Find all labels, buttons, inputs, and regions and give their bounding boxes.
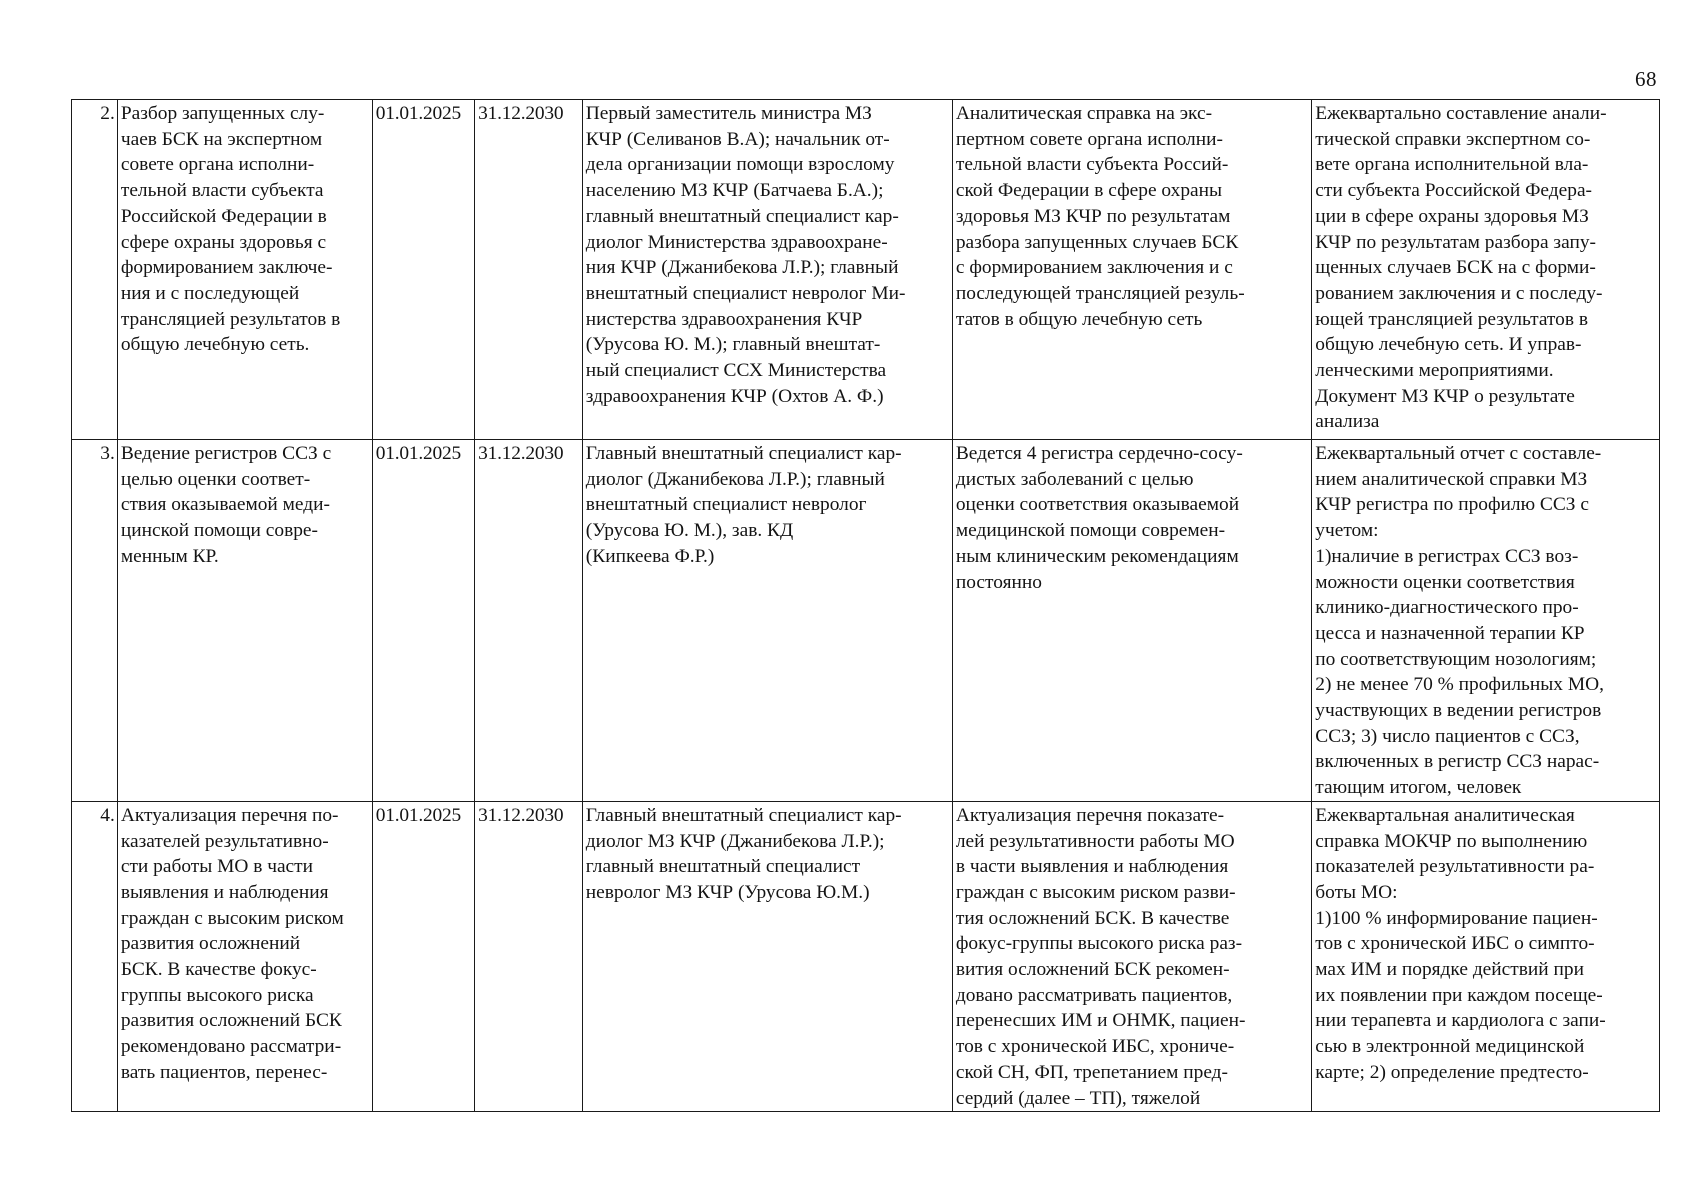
text-line: целью оценки соответ- xyxy=(120,468,311,490)
text-line: граждан с высоким риском разви- xyxy=(955,881,1236,903)
text-line: по соответствующим нозологиям; xyxy=(1315,648,1597,670)
text-line: тельной власти субъекта Россий- xyxy=(955,154,1229,176)
text-line: диолог Министерства здравоохране- xyxy=(585,231,888,253)
text-line: учетом: xyxy=(1315,520,1379,542)
text-line: БСК. В качестве фокус- xyxy=(120,959,317,981)
text-line: включенных в регистр ССЗ нарас- xyxy=(1315,751,1600,773)
text-line: 1)100 % информирование пациен- xyxy=(1315,907,1598,929)
text-line: карте; 2) определение предтесто- xyxy=(1315,1061,1589,1083)
text-line: постоянно xyxy=(955,571,1042,593)
text-line: Документ МЗ КЧР о результате xyxy=(1315,385,1575,407)
text-line: тов с хронической ИБС, хрониче- xyxy=(955,1036,1235,1058)
text-line: Первый заместитель министра МЗ xyxy=(585,103,872,124)
table-row xyxy=(72,801,1660,1111)
text-line: Главный внештатный специалист кар- xyxy=(585,443,902,464)
text-line: населению МЗ КЧР (Батчаева Б.А.); xyxy=(585,180,884,202)
text-line: щенных случаев БСК на с форми- xyxy=(1315,257,1596,279)
text-line: анализа xyxy=(1315,411,1380,433)
text-line: рекомендовано рассматри- xyxy=(120,1036,342,1058)
text-line: формированием заключе- xyxy=(120,257,333,279)
text-line: клинико-диагностического про- xyxy=(1315,597,1579,619)
text-line: цинской помощи совре- xyxy=(120,520,318,542)
text-line: фокус-группы высокого риска раз- xyxy=(955,933,1243,955)
text-line: ющей трансляцией результатов в xyxy=(1315,308,1588,330)
text-line: развития осложнений БСК xyxy=(120,1010,342,1032)
text-line: участвующих в ведении регистров xyxy=(1315,700,1602,722)
cell-event xyxy=(117,801,372,1111)
text-line: граждан с высоким риском xyxy=(120,907,344,929)
text-line: главный внештатный специалист кар- xyxy=(585,205,899,227)
text-line: Актуализация перечня показате- xyxy=(955,804,1225,826)
cell-start-date: 01.01.2025 xyxy=(372,440,474,802)
cell-number: 2. xyxy=(72,100,118,440)
text-line: перенесших ИМ и ОНМК, пациен- xyxy=(955,1010,1246,1032)
text-line: разбора запущенных случаев БСК xyxy=(955,231,1239,253)
text-line: внештатный специалист невролог Ми- xyxy=(585,282,906,304)
text-line: здоровья МЗ КЧР по результатам xyxy=(955,205,1231,227)
text-line: ный специалист ССХ Министерства xyxy=(585,360,887,382)
text-line: рованием заключения и с последу- xyxy=(1315,282,1603,304)
text-line: показателей результативности ра- xyxy=(1315,856,1595,878)
cell-end-date: 31.12.2030 xyxy=(475,440,583,802)
text-line: казателей результативно- xyxy=(120,830,329,852)
text-line: ным клиническим рекомендациям xyxy=(955,545,1239,567)
cell-control xyxy=(1312,801,1660,1111)
text-line: 1)наличие в регистрах ССЗ воз- xyxy=(1315,545,1579,567)
text-line: Ежеквартально составление анали- xyxy=(1315,103,1607,124)
text-line: вать пациентов, перенес- xyxy=(120,1061,328,1083)
text-line: ской СН, ФП, трепетанием пред- xyxy=(955,1061,1229,1083)
text-line: нии терапевта и кардиолога с запи- xyxy=(1315,1010,1606,1032)
text-line: (Кипкеева Ф.Р.) xyxy=(585,545,715,567)
text-line: Аналитическая справка на экс- xyxy=(955,103,1213,124)
cell-start-date: 01.01.2025 xyxy=(372,100,474,440)
text-line: сердий (далее – ТП), тяжелой xyxy=(955,1087,1201,1109)
text-line: нистерства здравоохранения КЧР xyxy=(585,308,863,330)
text-line: (Урусова Ю. М.), зав. КД xyxy=(585,520,794,542)
text-line: чаев БСК на экспертном xyxy=(120,128,323,150)
text-line: диолог МЗ КЧР (Джанибекова Л.Р.); xyxy=(585,830,885,852)
text-line: последующей трансляцией резуль- xyxy=(955,282,1245,304)
text-line: ции в сфере охраны здоровья МЗ xyxy=(1315,205,1589,227)
cell-responsible xyxy=(582,440,952,802)
cell-result xyxy=(952,100,1311,440)
text-line: сти работы МО в части xyxy=(120,856,314,878)
text-line: в части выявления и наблюдения xyxy=(955,856,1229,878)
text-line: вете органа исполнительной вла- xyxy=(1315,154,1589,176)
page-number: 68 xyxy=(1635,67,1657,91)
cell-result xyxy=(952,801,1311,1111)
text-line: нием аналитической справки МЗ xyxy=(1315,468,1588,490)
text-line: Ежеквартальная аналитическая xyxy=(1315,804,1575,826)
cell-start-date: 01.01.2025 xyxy=(372,801,474,1111)
text-line: главный внештатный специалист xyxy=(585,856,861,878)
text-line: вития осложнений БСК рекомен- xyxy=(955,959,1230,981)
text-line: тической справки экспертном со- xyxy=(1315,128,1591,150)
text-line: трансляцией результатов в xyxy=(120,308,341,330)
text-line: их появлении при каждом посеще- xyxy=(1315,984,1603,1006)
text-line: ССЗ; 3) число пациентов с ССЗ, xyxy=(1315,725,1580,747)
text-line: дистых заболеваний с целью xyxy=(955,468,1194,490)
text-line: группы высокого риска xyxy=(120,984,314,1006)
cell-responsible xyxy=(582,801,952,1111)
text-line: сью в электронной медицинской xyxy=(1315,1036,1585,1058)
text-line: общую лечебную сеть. xyxy=(120,334,310,356)
text-line: мах ИМ и порядке действий при xyxy=(1315,959,1584,981)
text-line: можности оценки соответствия xyxy=(1315,571,1575,593)
text-line: невролог МЗ КЧР (Урусова Ю.М.) xyxy=(585,881,870,903)
cell-control xyxy=(1312,100,1660,440)
text-line: Ежеквартальный отчет с составле- xyxy=(1315,443,1602,464)
cell-number: 4. xyxy=(72,801,118,1111)
text-line: здравоохранения КЧР (Охтов А. Ф.) xyxy=(585,385,884,407)
text-line: внештатный специалист невролог xyxy=(585,494,867,516)
text-line: выявления и наблюдения xyxy=(120,881,329,903)
text-line: ния КЧР (Джанибекова Л.Р.); главный xyxy=(585,257,899,279)
text-line: Ведется 4 регистра сердечно-сосу- xyxy=(955,443,1243,464)
text-line: дела организации помощи взрослому xyxy=(585,154,895,176)
text-line: лей результативности работы МО xyxy=(955,830,1235,852)
cell-number: 3. xyxy=(72,440,118,802)
table-row xyxy=(72,100,1660,440)
text-line: довано рассматривать пациентов, xyxy=(955,984,1233,1006)
text-line: ской Федерации в сфере охраны xyxy=(955,180,1223,202)
text-line: пертном совете органа исполни- xyxy=(955,128,1223,150)
text-line: цесса и назначенной терапии КР xyxy=(1315,622,1585,644)
text-line: ствия оказываемой меди- xyxy=(120,494,330,516)
cell-control xyxy=(1312,440,1660,802)
text-line: медицинской помощи современ- xyxy=(955,520,1226,542)
cell-event xyxy=(117,100,372,440)
text-line: совете органа исполни- xyxy=(120,154,315,176)
text-line: сти субъекта Российской Федера- xyxy=(1315,180,1593,202)
cell-result xyxy=(952,440,1311,802)
text-line: Российской Федерации в xyxy=(120,205,327,227)
text-line: ленческими мероприятиями. xyxy=(1315,360,1554,382)
cell-event xyxy=(117,440,372,802)
text-line: (Урусова Ю. М.); главный внештат- xyxy=(585,334,881,356)
cell-end-date: 31.12.2030 xyxy=(475,100,583,440)
text-line: тов с хронической ИБС о симпто- xyxy=(1315,933,1595,955)
text-line: справка МОКЧР по выполнению xyxy=(1315,830,1588,852)
text-line: тельной власти субъекта xyxy=(120,180,324,202)
plan-table xyxy=(71,99,1660,1112)
text-line: КЧР по результатам разбора запу- xyxy=(1315,231,1596,253)
text-line: оценки соответствия оказываемой xyxy=(955,494,1240,516)
cell-responsible xyxy=(582,100,952,440)
text-line: развития осложнений xyxy=(120,933,301,955)
text-line: Ведение регистров ССЗ с xyxy=(120,443,332,464)
text-line: диолог (Джанибекова Л.Р.); главный xyxy=(585,468,885,490)
text-line: менным КР. xyxy=(120,545,219,567)
text-line: 2) не менее 70 % профильных МО, xyxy=(1315,674,1604,696)
text-line: общую лечебную сеть. И управ- xyxy=(1315,334,1582,356)
text-line: Главный внештатный специалист кар- xyxy=(585,804,902,826)
text-line: КЧР регистра по профилю ССЗ с xyxy=(1315,494,1589,516)
text-line: боты МО: xyxy=(1315,881,1398,903)
text-line: сфере охраны здоровья с xyxy=(120,231,327,253)
text-line: Разбор запущенных слу- xyxy=(120,103,325,124)
text-line: тающим итогом, человек xyxy=(1315,777,1522,799)
cell-end-date: 31.12.2030 xyxy=(475,801,583,1111)
text-line: Актуализация перечня по- xyxy=(120,804,339,826)
text-line: ния и с последующей xyxy=(120,282,300,304)
text-line: тия осложнений БСК. В качестве xyxy=(955,907,1230,929)
text-line: с формированием заключения и с xyxy=(955,257,1233,279)
text-line: татов в общую лечебную сеть xyxy=(955,308,1203,330)
text-line: КЧР (Селиванов В.А); начальник от- xyxy=(585,128,890,150)
table-row xyxy=(72,440,1660,802)
